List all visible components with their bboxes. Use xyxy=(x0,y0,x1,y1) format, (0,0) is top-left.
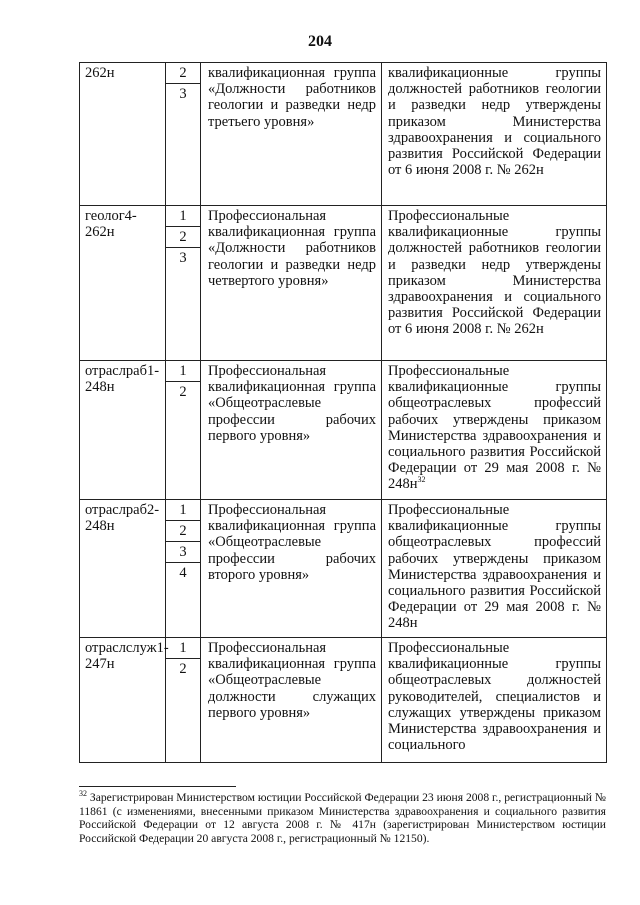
table-row xyxy=(80,500,607,638)
basis-text: Профессиональные квалификационные группы общеотраслевых должностей руководителей, специалистов и служащих утверждены приказом Министерства здравоохранения и социального xyxy=(388,640,601,754)
basis-text: Профессиональные квалификационные группы общеотраслевых профессий рабочих утверждены приказом Министерства здравоохранения и социального развития Российской Федерации от 29 мая 2008 г. № 248н xyxy=(388,363,601,493)
page-number: 204 xyxy=(308,33,332,50)
group-cell xyxy=(201,500,382,638)
group-text: квалификационная группа «Должности работников геологии и разведки недр третьего уровня» xyxy=(208,65,376,130)
code-cell xyxy=(80,361,166,500)
number-item: 2 xyxy=(179,384,187,400)
footnote xyxy=(79,791,606,845)
row-code: отраслслуж1-247н xyxy=(85,640,169,673)
code-cell xyxy=(80,63,166,206)
footnote-marker: 32 xyxy=(79,789,87,799)
basis-text: Профессиональные квалификационные группы общеотраслевых профессий рабочих утверждены приказом Министерства здравоохранения и социального развития Российской Федерации от 29 мая 2008 г. № 248н xyxy=(388,502,601,632)
basis-cell xyxy=(382,206,607,361)
group-text: Профессиональная квалификационная группа «Общеотраслевые должности служащих первого уровня» xyxy=(208,640,376,721)
number-item: 2 xyxy=(166,227,200,248)
group-text: Профессиональная квалификационная группа «Общеотраслевые профессии рабочих второго уровня» xyxy=(208,502,376,583)
basis-text: квалификационные группы должностей работников геологии и разведки недр утверждены приказом Министерства здравоохранения и социального развития Российской Федерации от 6 июня 2008 г. № 262н xyxy=(388,65,601,179)
row-code: отраслраб2-248н xyxy=(85,502,160,535)
group-cell xyxy=(201,361,382,500)
number-cell xyxy=(166,361,201,500)
number-cell xyxy=(166,206,201,361)
footnote-divider xyxy=(79,786,236,787)
number-item: 3 xyxy=(179,250,187,266)
number-item: 1 xyxy=(166,206,200,227)
basis-cell xyxy=(382,500,607,638)
number-item: 1 xyxy=(166,500,200,521)
number-cell xyxy=(166,63,201,206)
code-cell xyxy=(80,206,166,361)
number-item: 1 xyxy=(166,638,200,659)
basis-cell xyxy=(382,63,607,206)
number-cell xyxy=(166,638,201,763)
number-item: 1 xyxy=(166,361,200,382)
number-item: 2 xyxy=(166,63,200,84)
registry-table xyxy=(79,62,607,763)
row-code: 262н xyxy=(85,65,115,81)
basis-text: Профессиональные квалификационные группы должностей работников геологии и разведки недр утверждены приказом Министерства здравоохранения и социального развития Российской Федерации от 6 июня 2008 г. № 262н xyxy=(388,208,601,338)
row-code: отраслраб1-248н xyxy=(85,363,160,396)
basis-cell xyxy=(382,361,607,500)
number-item: 4 xyxy=(179,565,187,581)
code-cell xyxy=(80,638,169,763)
footnote-text: Зарегистрирован Министерством юстиции Российской Федерации 23 июня 2008 г., регистрационный № 11861 (с изменениями, внесенными приказом Министерства здравоохранения и социального развития Российской Федерации от 12 августа 2008 г. № 417н (зарегистрирован Министерством юстиции Российской Федерации 20 августа 2008 г., регистрационный № 12150). xyxy=(79,791,606,845)
number-item: 2 xyxy=(166,521,200,542)
group-cell xyxy=(201,63,382,206)
table-row xyxy=(80,206,607,361)
table-row xyxy=(80,361,607,500)
number-item: 3 xyxy=(166,542,200,563)
number-item: 3 xyxy=(179,86,187,102)
basis-cell xyxy=(382,638,607,763)
code-cell xyxy=(80,500,166,638)
footnote-ref: 32 xyxy=(417,475,426,485)
group-text: Профессиональная квалификационная группа «Общеотраслевые профессии рабочих первого уровня» xyxy=(208,363,376,444)
number-cell xyxy=(166,500,201,638)
group-cell xyxy=(201,638,382,763)
table-row xyxy=(80,638,607,763)
group-text: Профессиональная квалификационная группа «Должности работников геологии и разведки недр четвертого уровня» xyxy=(208,208,376,289)
group-cell xyxy=(201,206,382,361)
row-code: геолог4-262н xyxy=(85,208,137,241)
number-item: 2 xyxy=(179,661,187,677)
table-row xyxy=(80,63,607,206)
